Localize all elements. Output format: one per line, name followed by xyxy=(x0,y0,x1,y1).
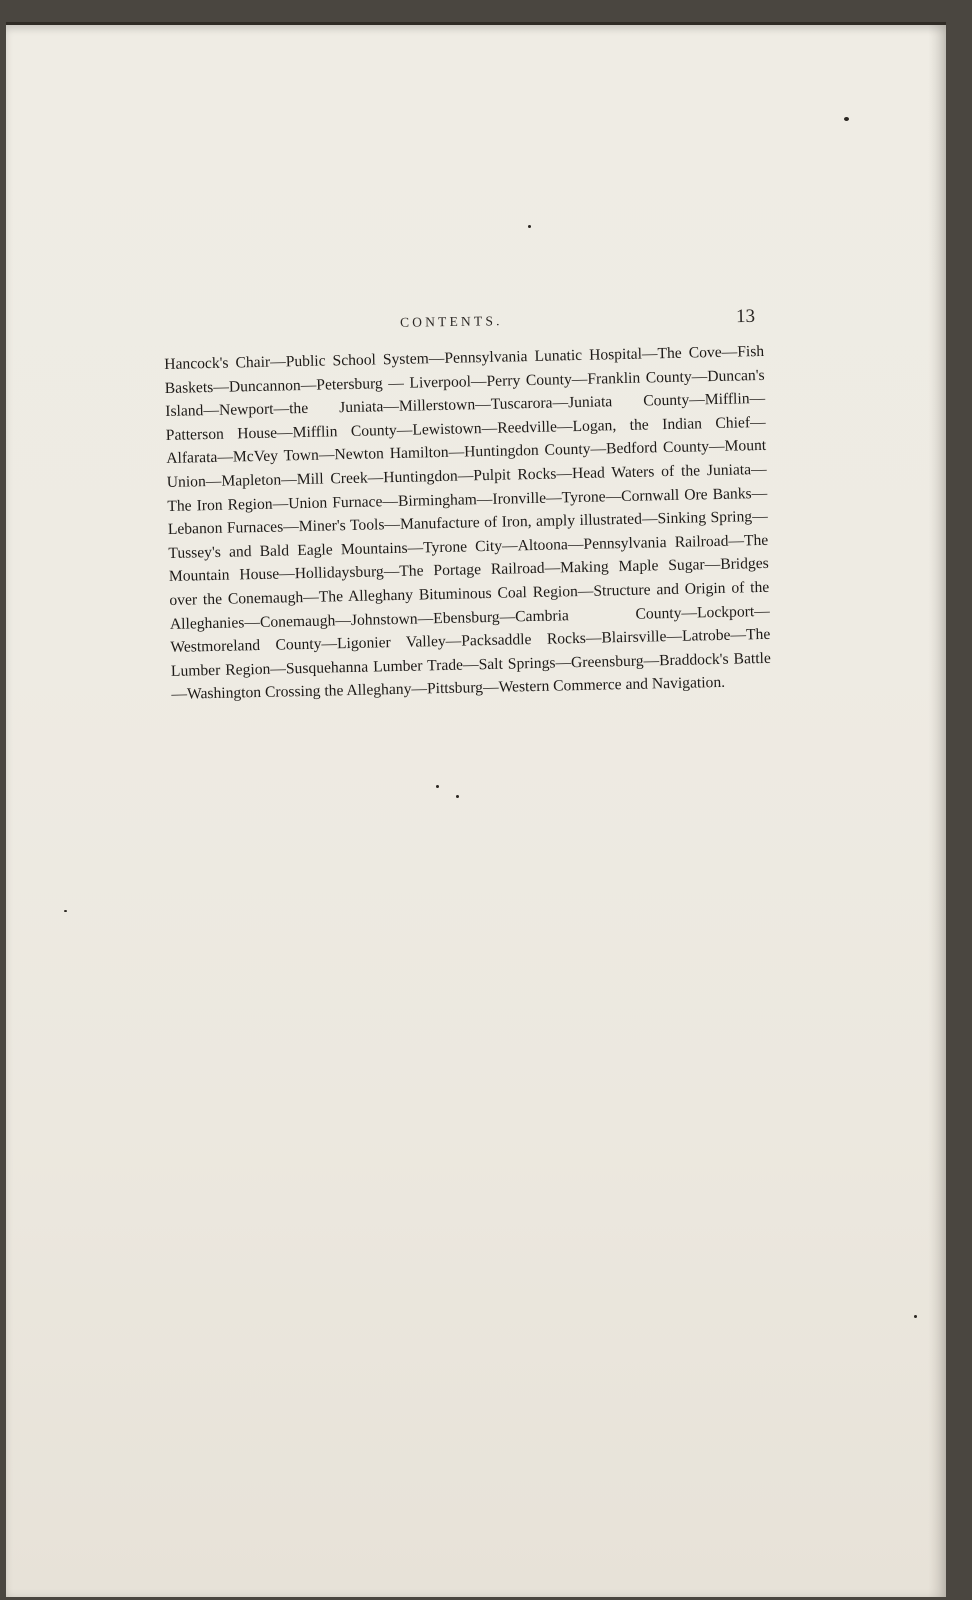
running-head: CONTENTS. xyxy=(399,313,503,330)
book-page xyxy=(6,22,946,1597)
paper-speck xyxy=(844,117,849,121)
contents-paragraph: Hancock's Chair—Public School System—Pennsylvania Lunatic Hospital—The Cove—Fish Baskets—Duncannon—Petersburg — Liverpool—Perry County—Franklin County—Duncan's Island—Newport—the Juniata—Millerstown—Tuscarora—Juniata County—Mifflin—Patterson House—Mifflin County—Lewistown—Reedville—Logan, the Indian Chief—Alfarata—McVey Town—Newton Hamilton—Huntingdon County—Bedford County—Mount Union—Mapleton—Mill Creek—Huntingdon—Pulpit Rocks—Head Waters of the Juniata—The Iron Region—Union Furnace—Birmingham—Ironville—Tyrone—Cornwall Ore Banks—Lebanon Furnaces—Miner's Tools—Manufacture of Iron, amply illustrated—Sinking Spring—Tussey's and Bald Eagle Mountains—Tyrone City—Altoona—Pennsylvania Railroad—The Mountain House—Hollidaysburg—The Portage Railroad—Making Maple Sugar—Bridges over the Conemaugh—The Alleghany Bituminous Coal Region—Structure and Origin of the Alleghanies—Conemaugh—Johnstown—Ebensburg—Cambria County—Lockport—Westmoreland County—Ligonier Valley—Packsaddle Rocks—Blairsville—Latrobe—The Lumber Region—Susquehanna Lumber Trade—Salt Springs—Greensburg—Braddock's Battle—Washington Crossing the Alleghany—Pittsburg—Western Commerce and Navigation. xyxy=(164,342,771,704)
paper-speck xyxy=(64,910,67,912)
paper-speck xyxy=(436,785,439,788)
paper-speck xyxy=(914,1315,917,1318)
page-number: 13 xyxy=(735,305,756,328)
paper-speck xyxy=(456,795,459,798)
paper-speck xyxy=(528,225,531,228)
